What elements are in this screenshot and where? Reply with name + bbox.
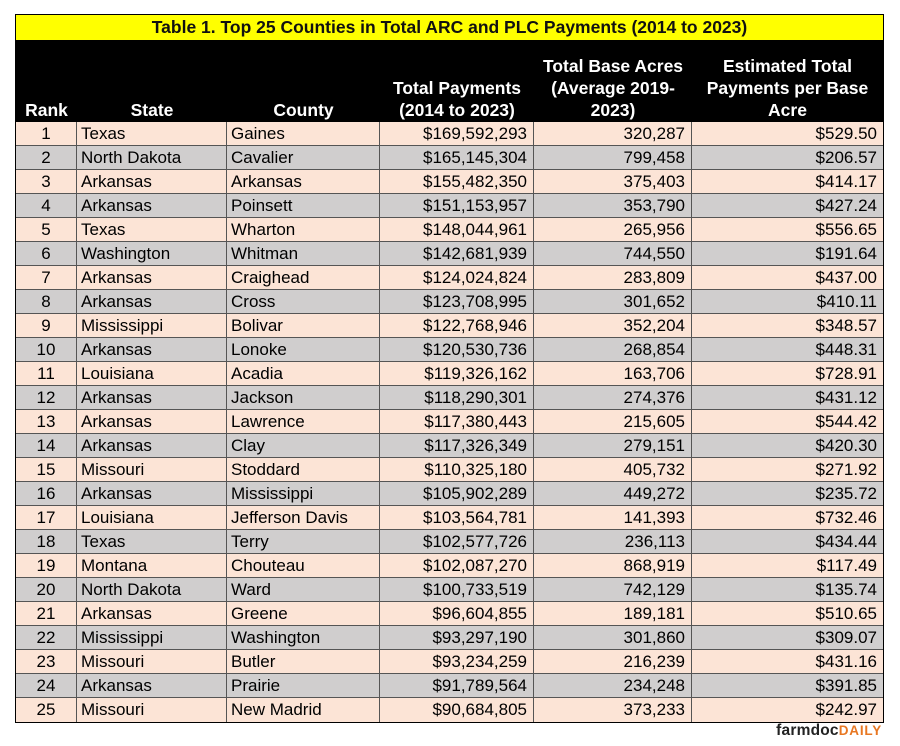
cell-total-payments: $93,234,259 [380,650,534,674]
cell-total-payments: $91,789,564 [380,674,534,698]
cell-total-payments: $122,768,946 [380,314,534,338]
cell-base-acres: 405,732 [534,458,692,482]
cell-state: Arkansas [77,266,227,290]
cell-county: Cross [227,290,380,314]
cell-county: Lonoke [227,338,380,362]
cell-base-acres: 744,550 [534,242,692,266]
table-row [16,434,883,458]
table-row [16,242,883,266]
cell-rank: 1 [16,122,77,146]
cell-state: Mississippi [77,626,227,650]
cell-state: Texas [77,218,227,242]
table-header-row [16,41,883,122]
cell-county: Acadia [227,362,380,386]
cell-state: Arkansas [77,410,227,434]
cell-rank: 14 [16,434,77,458]
table-row [16,674,883,698]
cell-base-acres: 163,706 [534,362,692,386]
cell-state: Arkansas [77,290,227,314]
cell-total-payments: $151,153,957 [380,194,534,218]
cell-county: Bolivar [227,314,380,338]
cell-per-acre: $135.74 [692,578,883,602]
cell-rank: 6 [16,242,77,266]
cell-per-acre: $427.24 [692,194,883,218]
cell-base-acres: 301,652 [534,290,692,314]
cell-per-acre: $191.64 [692,242,883,266]
cell-rank: 16 [16,482,77,506]
header-total-payments: Total Payments (2014 to 2023) [392,78,522,120]
cell-base-acres: 742,129 [534,578,692,602]
cell-county: Butler [227,650,380,674]
cell-county: Poinsett [227,194,380,218]
cell-per-acre: $271.92 [692,458,883,482]
table-row [16,266,883,290]
cell-state: Arkansas [77,338,227,362]
cell-rank: 4 [16,194,77,218]
cell-total-payments: $102,577,726 [380,530,534,554]
cell-base-acres: 189,181 [534,602,692,626]
farmdoc-daily-logo [776,722,882,740]
cell-county: Ward [227,578,380,602]
cell-total-payments: $93,297,190 [380,626,534,650]
cell-base-acres: 279,151 [534,434,692,458]
table-title: Table 1. Top 25 Counties in Total ARC and PLC Payments (2014 to 2023) [16,15,883,41]
header-county: County [273,100,334,120]
cell-base-acres: 268,854 [534,338,692,362]
table-row [16,698,883,722]
cell-county: New Madrid [227,698,380,722]
cell-per-acre: $117.49 [692,554,883,578]
cell-rank: 8 [16,290,77,314]
cell-base-acres: 215,605 [534,410,692,434]
cell-per-acre: $348.57 [692,314,883,338]
table-row [16,314,883,338]
cell-state: Arkansas [77,482,227,506]
table-row [16,218,883,242]
cell-county: Wharton [227,218,380,242]
table-row [16,146,883,170]
cell-total-payments: $155,482,350 [380,170,534,194]
cell-rank: 20 [16,578,77,602]
table-row [16,530,883,554]
cell-state: Arkansas [77,194,227,218]
cell-rank: 21 [16,602,77,626]
cell-rank: 9 [16,314,77,338]
cell-per-acre: $510.65 [692,602,883,626]
cell-total-payments: $124,024,824 [380,266,534,290]
table-row [16,458,883,482]
cell-county: Prairie [227,674,380,698]
cell-total-payments: $119,326,162 [380,362,534,386]
cell-base-acres: 375,403 [534,170,692,194]
cell-county: Terry [227,530,380,554]
cell-base-acres: 234,248 [534,674,692,698]
cell-rank: 22 [16,626,77,650]
cell-county: Washington [227,626,380,650]
table-row [16,362,883,386]
table-row [16,506,883,530]
cell-total-payments: $117,326,349 [380,434,534,458]
cell-total-payments: $165,145,304 [380,146,534,170]
cell-base-acres: 274,376 [534,386,692,410]
cell-total-payments: $123,708,995 [380,290,534,314]
cell-rank: 3 [16,170,77,194]
cell-per-acre: $434.44 [692,530,883,554]
cell-total-payments: $142,681,939 [380,242,534,266]
cell-rank: 15 [16,458,77,482]
cell-base-acres: 320,287 [534,122,692,146]
cell-rank: 24 [16,674,77,698]
table-row [16,650,883,674]
cell-rank: 10 [16,338,77,362]
cell-base-acres: 449,272 [534,482,692,506]
cell-per-acre: $556.65 [692,218,883,242]
cell-per-acre: $414.17 [692,170,883,194]
cell-state: Louisiana [77,506,227,530]
cell-total-payments: $90,684,805 [380,698,534,722]
table-row [16,410,883,434]
cell-state: Missouri [77,458,227,482]
cell-per-acre: $420.30 [692,434,883,458]
cell-rank: 23 [16,650,77,674]
cell-county: Jefferson Davis [227,506,380,530]
cell-rank: 17 [16,506,77,530]
cell-county: Cavalier [227,146,380,170]
cell-per-acre: $544.42 [692,410,883,434]
table-row [16,290,883,314]
table-row [16,626,883,650]
cell-rank: 18 [16,530,77,554]
logo-daily-text: DAILY [838,723,882,738]
cell-state: Texas [77,530,227,554]
cell-rank: 25 [16,698,77,722]
cell-rank: 5 [16,218,77,242]
cell-total-payments: $118,290,301 [380,386,534,410]
cell-base-acres: 141,393 [534,506,692,530]
cell-total-payments: $103,564,781 [380,506,534,530]
cell-per-acre: $235.72 [692,482,883,506]
cell-total-payments: $120,530,736 [380,338,534,362]
cell-base-acres: 301,860 [534,626,692,650]
cell-state: Arkansas [77,674,227,698]
cell-rank: 2 [16,146,77,170]
cell-rank: 7 [16,266,77,290]
cell-county: Chouteau [227,554,380,578]
cell-state: Louisiana [77,362,227,386]
cell-state: Washington [77,242,227,266]
cell-total-payments: $105,902,289 [380,482,534,506]
table-row [16,170,883,194]
cell-county: Whitman [227,242,380,266]
cell-state: North Dakota [77,146,227,170]
cell-state: Arkansas [77,434,227,458]
cell-county: Jackson [227,386,380,410]
cell-per-acre: $431.16 [692,650,883,674]
cell-state: Arkansas [77,602,227,626]
cell-per-acre: $410.11 [692,290,883,314]
table-row [16,554,883,578]
cell-total-payments: $96,604,855 [380,602,534,626]
header-state: State [130,100,174,120]
cell-base-acres: 216,239 [534,650,692,674]
cell-state: Arkansas [77,386,227,410]
cell-per-acre: $529.50 [692,122,883,146]
cell-per-acre: $391.85 [692,674,883,698]
table-body [16,122,883,722]
cell-per-acre: $728.91 [692,362,883,386]
cell-base-acres: 352,204 [534,314,692,338]
cell-total-payments: $148,044,961 [380,218,534,242]
cell-base-acres: 353,790 [534,194,692,218]
table-row [16,338,883,362]
header-rank: Rank [25,100,68,120]
table-row [16,122,883,146]
cell-per-acre: $732.46 [692,506,883,530]
cell-county: Arkansas [227,170,380,194]
cell-total-payments: $169,592,293 [380,122,534,146]
cell-base-acres: 799,458 [534,146,692,170]
cell-base-acres: 236,113 [534,530,692,554]
cell-per-acre: $437.00 [692,266,883,290]
table-row [16,482,883,506]
table-row [16,386,883,410]
cell-rank: 19 [16,554,77,578]
table-row [16,578,883,602]
payments-table [15,14,884,723]
cell-state: Montana [77,554,227,578]
cell-rank: 11 [16,362,77,386]
cell-per-acre: $206.57 [692,146,883,170]
cell-county: Lawrence [227,410,380,434]
cell-county: Stoddard [227,458,380,482]
header-per-acre: Estimated Total Payments per Base Acre [706,56,869,120]
cell-state: Mississippi [77,314,227,338]
cell-base-acres: 868,919 [534,554,692,578]
cell-state: Texas [77,122,227,146]
cell-per-acre: $242.97 [815,700,877,719]
cell-county: Clay [227,434,380,458]
logo-farm-text: farmdoc [776,722,839,739]
cell-base-acres: 373,233 [534,698,692,722]
cell-total-payments: $102,087,270 [380,554,534,578]
cell-base-acres: 265,956 [534,218,692,242]
cell-county: Mississippi [227,482,380,506]
cell-county: Greene [227,602,380,626]
table-row [16,194,883,218]
table-row [16,602,883,626]
cell-per-acre: $309.07 [692,626,883,650]
cell-rank: 12 [16,386,77,410]
cell-state: Arkansas [77,170,227,194]
cell-total-payments: $117,380,443 [380,410,534,434]
header-base-acres: Total Base Acres (Average 2019-2023) [542,56,684,120]
cell-per-acre: $448.31 [692,338,883,362]
cell-state: Missouri [77,650,227,674]
cell-total-payments: $100,733,519 [380,578,534,602]
cell-total-payments: $110,325,180 [380,458,534,482]
cell-per-acre: $431.12 [692,386,883,410]
cell-base-acres: 283,809 [534,266,692,290]
cell-county: Gaines [227,122,380,146]
cell-state: Missouri [77,698,227,722]
cell-rank: 13 [16,410,77,434]
cell-county: Craighead [227,266,380,290]
cell-state: North Dakota [77,578,227,602]
